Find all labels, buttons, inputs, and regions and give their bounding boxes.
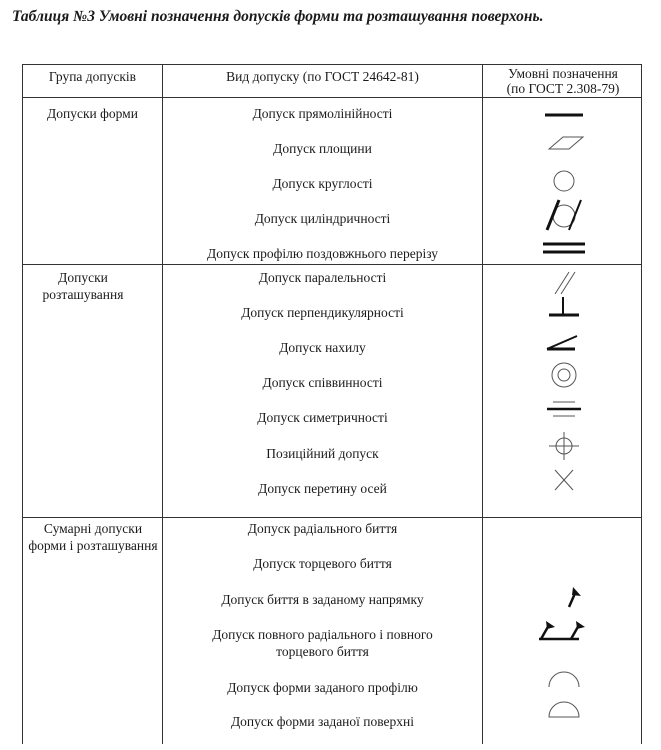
tolerance-name: Допуск форми заданої поверхні: [230, 714, 415, 729]
tolerance-name: Допуск повного радіального і повного: [212, 627, 433, 642]
tolerance-name: Допуск площини: [273, 141, 372, 156]
header-type: Вид допуску (по ГОСТ 24642-81): [226, 69, 419, 84]
angularity-icon: [483, 329, 643, 363]
tolerance-name: Допуск паралельності: [258, 270, 387, 285]
symmetry-icon: [483, 395, 643, 429]
perpendicularity-icon: [483, 293, 643, 327]
profile-surface-icon: [483, 691, 643, 725]
tolerance-table: [22, 64, 642, 744]
header-symbol-line1: Умовні позначення: [508, 66, 618, 81]
position-icon: [483, 429, 643, 463]
caption-number: Таблиця №3: [12, 8, 95, 25]
table-caption: [12, 8, 652, 26]
tolerance-name: Допуск співвинності: [262, 375, 383, 390]
header-group: Група допусків: [48, 69, 137, 84]
header-symbol-line2: (по ГОСТ 2.308-79): [506, 81, 620, 96]
flatness-icon: [483, 129, 643, 163]
tolerance-name: Допуск прямолінійності: [252, 106, 393, 121]
tolerance-name-line2: торцевого биття: [276, 644, 369, 659]
concentricity-icon: [483, 359, 643, 393]
tolerance-name: Допуск профілю поздовжнього перерізу: [207, 246, 438, 261]
tolerance-name: Допуск циліндричності: [254, 211, 391, 226]
group-label-combined: Сумарні допуски форми і розташування: [28, 521, 158, 553]
group-label-location: Допуски розташування: [42, 270, 124, 302]
tolerance-name: Допуск симетричності: [257, 410, 388, 425]
header-divider: [23, 97, 641, 98]
caption-text: Умовні позначення допусків форми та розташування поверхонь.: [95, 8, 544, 25]
roundness-icon: [483, 166, 643, 200]
tolerance-name: Допуск торцевого биття: [253, 556, 392, 571]
longitudinal-profile-icon: [483, 235, 643, 269]
tolerance-name: Позиційний допуск: [266, 446, 379, 461]
tolerance-name: Допуск круглості: [272, 176, 373, 191]
tolerance-name: Допуск перпендикулярності: [241, 305, 404, 320]
profile-line-icon: [483, 661, 643, 695]
axis-intersection-icon: [483, 467, 643, 501]
runout-arrow-icon: [483, 583, 643, 617]
group-divider: [23, 517, 641, 518]
tolerance-name: Допуск биття в заданому напрямку: [221, 592, 424, 607]
cylindricity-icon: [483, 196, 643, 230]
tolerance-name: Допуск перетину осей: [258, 481, 387, 496]
tolerance-name: Допуск форми заданого профілю: [227, 680, 418, 695]
group-label-form: Допуски форми: [47, 106, 138, 121]
total-runout-icon: [483, 617, 643, 651]
tolerance-name: Допуск радіального биття: [247, 521, 398, 536]
tolerance-name: Допуск нахилу: [279, 340, 366, 355]
